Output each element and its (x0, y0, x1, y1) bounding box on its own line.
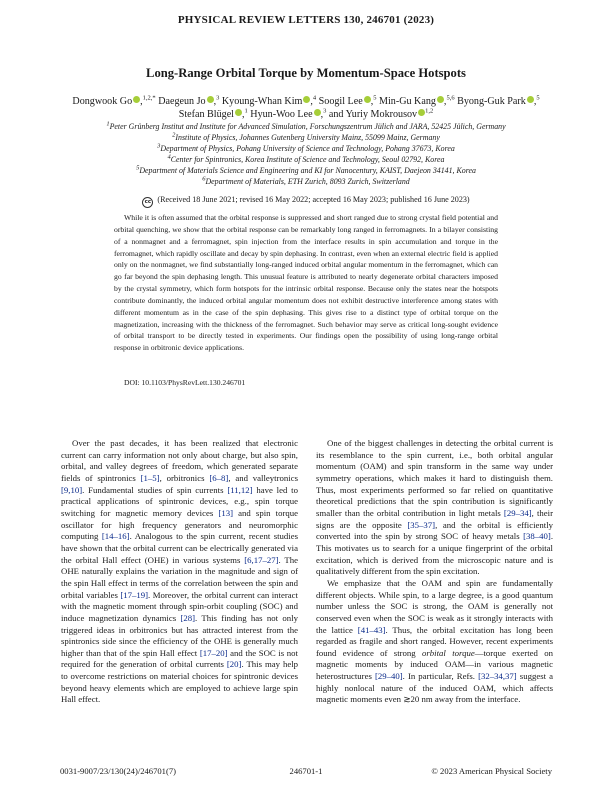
affiliation-marker: 4 (312, 94, 317, 102)
citation-link[interactable]: [9,10] (61, 484, 83, 495)
emphasis: orbital torque (422, 647, 475, 658)
affiliation-text: Institute of Physics, Johannes Gutenberg University Mainz, 55099 Mainz, Germany (175, 133, 440, 142)
author-name: Kyoung-Whan Kim (221, 96, 303, 107)
author-line-2 (66, 108, 546, 121)
affiliation (60, 143, 552, 154)
citation-link[interactable]: [29–40] (374, 671, 403, 682)
author: Hyun-Woo Lee ,$^3$ (250, 107, 327, 120)
citation-link[interactable]: [41–43] (357, 624, 386, 635)
orcid-icon[interactable] (207, 96, 214, 103)
body-paragraph: Over the past decades, it has been realized that electronic current can carry information not only about charge, but also spin, orbital, and valley degrees of freedom, which generated separate fields of spintronics [1–5], orbitronics [6–8], and valleytronics [9,10]. Fundamental studies of spin currents [11,12] have led to practical applications of spintronic devices, e.g., spin torque switching for magnetic memory devices [13] and spin torque oscillator for high frequency generators and neuromorphic computing [14–16]. Analogous to the spin current, recent studies have shown that the orbital current can be electrically generated via the orbital Hall effect (OHE) in various systems [6,17–27]. The OHE naturally explains the variation in the magnitude and sign of the spin Hall effect in terms of the correlation between the spin and orbital variables [17–19]. Moreover, the orbital current can interact with the magnetic moment through spin-orbit coupling (SOC) and induce magnetization dynamics [28]. This finding has not only triggered ideas in orbitronics but has attracted interest from the spintronics side since the efficiency of the OHE is generally much higher than that of the spin Hall effect [17–20] and the SOC is not required for the generation of orbital currents [20]. This may help to overcome restrictions on material choices for spintronic devices beyond heavy elements which are employed to achieve large spin Hall effect. (61, 438, 299, 705)
affiliation-marker: 3 (157, 142, 161, 150)
orcid-icon[interactable] (303, 96, 310, 103)
page-number: 246701-1 (289, 766, 323, 776)
citation-link[interactable]: [6–8] (209, 472, 229, 483)
affiliation-marker: 5 (136, 164, 140, 172)
author: Byong-Guk Park ,$^5$ (457, 94, 540, 107)
author: Kyoung-Whan Kim ,$^4$ (221, 94, 317, 107)
citation-link[interactable]: [11,12] (227, 484, 253, 495)
citation-link[interactable]: [6,17–27] (244, 554, 279, 565)
citation-link[interactable]: [13] (218, 507, 233, 518)
orcid-icon[interactable] (235, 109, 242, 116)
affiliation-text: Department of Materials Science and Engineering and KI for Nanocentury, KAIST, Daejeon 34141, Korea (139, 166, 476, 175)
citation-link[interactable]: [32–34,37] (478, 671, 517, 682)
affiliation-marker: 1,2,* (142, 94, 156, 102)
affiliation-marker: 6 (202, 175, 206, 183)
citation-link[interactable]: [20] (226, 659, 242, 670)
author-name: Dongwook Go (72, 96, 133, 107)
affiliation (60, 165, 552, 176)
orcid-icon[interactable] (133, 96, 140, 103)
abstract: While it is often assumed that the orbital response is suppressed and short ranged due to strong crystal field potential and orbital quenching, we show that the orbital response can be remarkably long ranged in ferromagnets. In a bilayer consisting of a nonmagnet and a ferromagnet, spin injection from the interface results in spin accumulation and torque in the ferromagnet, which rapidly oscillate and decay by spin dephasing. In contrast, even when an external electric field is applied only on the nonmagnet, we find substantially long-ranged induced orbital angular momentum in the ferromagnet, which can go far beyond the spin dephasing length. This unusual feature is attributed to nearly degenerate orbital characters imposed by the crystal symmetry, which form hotspots for the intrinsic orbital response. Because only the states near the hotspots contribute dominantly, the induced orbital angular momentum does not exhibit destructive interference among states with different momentum as in the case of the spin dephasing. This gives rise to a distinct type of orbital torque on the magnetization, increasing with the thickness of the ferromagnet. Such behavior may serve as critical long-sought evidence of orbital transport to be directly tested in experiments. Our findings open the possibility of using long-range orbital response in orbitronic device applications. (114, 213, 498, 353)
author: Daegeun Jo ,$^3$ (158, 94, 220, 107)
affiliation-marker: 5 (373, 94, 377, 102)
affiliation (60, 121, 552, 132)
citation-link[interactable]: [1–5] (140, 472, 160, 483)
author-name: Daegeun Jo (158, 96, 206, 107)
affiliation-marker: 2 (172, 131, 176, 139)
author-line-1 (66, 95, 546, 108)
body-paragraph: We emphasize that the OAM and spin are fundamentally different objects. While spin, to a large degree, is a good quantum number unless the SOC is strong, the OAM is generally not conserved even when the SOC is weak as it strongly interacts with the lattice [41–43]. Thus, the orbital excitation has long been regarded as fragile and short ranged. However, recent experiments found evidence of strong orbital torque—torque exerted on magnetic moments by induced OAM—in various magnetic heterostructures [29–40]. In particular, Refs. [32–34,37] suggest a highly nonlocal nature of the induced OAM, which affects magnetic moments even ≳20 nm away from the interface. (316, 577, 553, 705)
affiliation-marker: 5 (536, 94, 540, 102)
affiliation-marker: 3 (216, 94, 220, 102)
copyright: © 2023 American Physical Society (431, 766, 552, 776)
citation-link[interactable]: [35–37] (407, 519, 436, 530)
affiliation-marker: 4 (167, 153, 171, 161)
body-column-left (61, 438, 298, 706)
doi-link[interactable]: DOI: 10.1103/PhysRevLett.130.246701 (124, 378, 246, 387)
affiliation-marker: 1 (244, 107, 248, 115)
author: Stefan Blügel ,$^1$ (178, 107, 248, 120)
author-name: Soogil Lee (318, 96, 363, 107)
orcid-icon[interactable] (314, 109, 321, 116)
body-column-right (316, 438, 553, 706)
paper-title: Long-Range Orbital Torque by Momentum-Space Hotspots (146, 66, 466, 80)
affiliation-text: Center for Spintronics, Korea Institute of Science and Technology, Seoul 02792, Korea (170, 155, 445, 164)
citation-link[interactable]: [38–40] (523, 531, 551, 542)
citation-link[interactable]: [17–19] (120, 589, 149, 600)
author: Soogil Lee ,$^5$ (318, 94, 377, 107)
affiliation (60, 176, 552, 187)
affiliation-marker: 5,6 (446, 94, 455, 102)
citation-link[interactable]: [14–16] (101, 531, 130, 542)
affiliation-marker: 3 (323, 107, 327, 115)
author-name: Stefan Blügel (178, 109, 234, 120)
affiliations (60, 121, 552, 187)
author-name: Hyun-Woo Lee (250, 109, 313, 120)
orcid-icon[interactable] (364, 96, 371, 103)
citation-link[interactable]: [28] (180, 612, 196, 623)
author-list (66, 95, 546, 121)
creative-commons-icon: cc (142, 197, 153, 208)
orcid-icon[interactable] (527, 96, 534, 103)
affiliation-text: Department of Materials, ETH Zurich, 8093 Zurich, Switzerland (205, 177, 410, 186)
author-name: Min-Gu Kang (379, 96, 436, 107)
citation-link[interactable]: [29–34] (503, 507, 532, 518)
orcid-icon[interactable] (437, 96, 444, 103)
affiliation-text: Department of Physics, Pohang University of Science and Technology, Pohang 37673, Korea (160, 144, 455, 153)
author (329, 109, 433, 120)
affiliation (60, 154, 552, 165)
citation-link[interactable]: [17–20] (199, 647, 228, 658)
author-name: and Yuriy Mokrousov (328, 109, 418, 120)
author-name: Byong-Guk Park (457, 96, 526, 107)
running-head: PHYSICAL REVIEW LETTERS 130, 246701 (2023) (177, 14, 435, 26)
affiliation-marker: 1 (106, 120, 110, 128)
received-dates: cc (Received 18 June 2021; revised 16 May 2022; accepted 16 May 2023; published 16 June 2023) (60, 195, 552, 208)
footer-code: 0031-9007/23/130(24)/246701(7) (60, 766, 177, 776)
affiliation-marker: 1,2 (425, 107, 434, 115)
affiliation-text: Peter Grünberg Institut and Institute for Advanced Simulation, Forschungszentrum Jülich and JARA, 52425 Jülich, Germany (109, 122, 506, 131)
author: Dongwook Go ,$^{1,2,*}$ (72, 94, 156, 107)
affiliation (60, 132, 552, 143)
author: Min-Gu Kang ,$^{5,6}$ (379, 94, 455, 107)
body-paragraph: One of the biggest challenges in detecting the orbital current is its resemblance to the spin current, i.e., both orbital angular momentum (OAM) and spin transform in the same way under symmetry operations, which makes it hard to distinguish them. Thus, most experiments performed so far relied on quantitative theoretical predictions that the spin contribution is significantly smaller than the orbital contribution in light metals [29–34], their signs are the opposite [35–37], and the orbital is efficiently converted into the spin by strong SOC of heavy metals [38–40]. This motivates us to search for a unique fingerprint of the orbital excitation, which is derived from the microscopic nature and is qualitatively different from the spin excitation. (316, 438, 554, 577)
